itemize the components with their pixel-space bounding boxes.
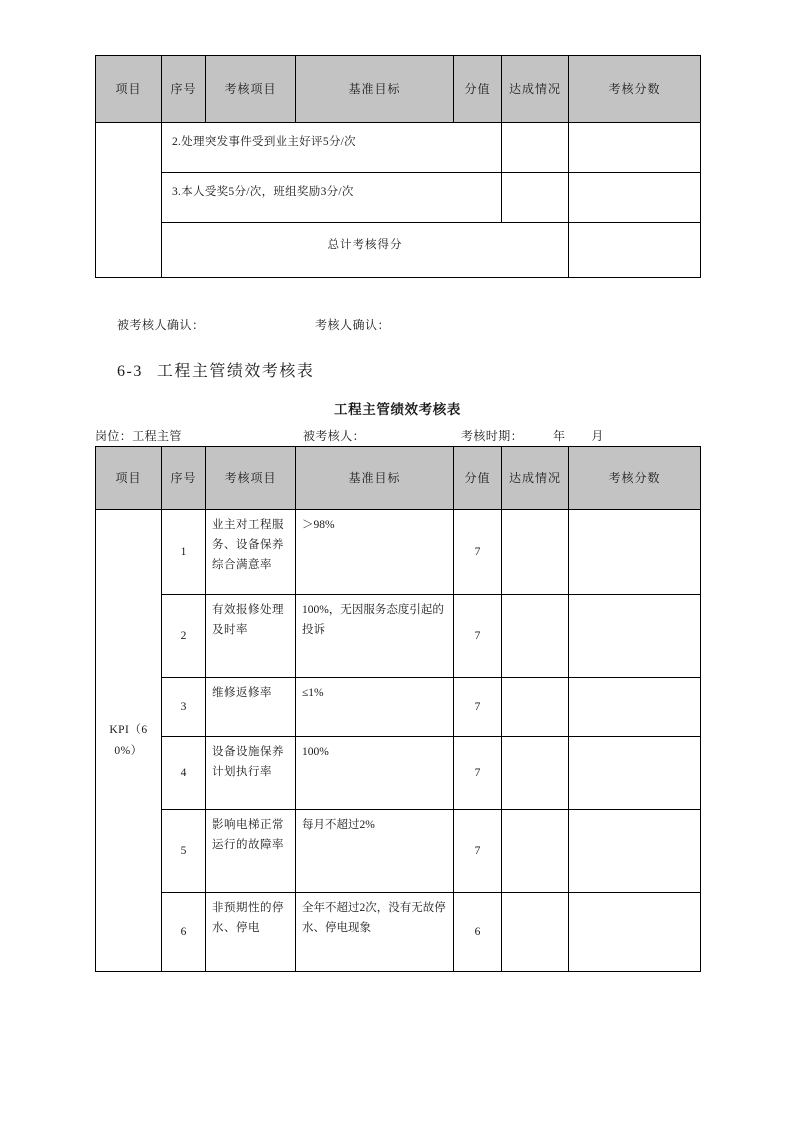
assessment-period-label: 考核时期： <box>461 429 524 443</box>
table-one-achievement-1[interactable] <box>502 123 569 173</box>
row-baseline-goal: 每月不超过2% <box>296 810 454 893</box>
row-sequence: 2 <box>162 595 206 678</box>
header-cell-point-value: 分值 <box>454 447 502 510</box>
row-point-value: 6 <box>454 893 502 972</box>
table-row <box>96 595 701 678</box>
row-assessment-item: 影响电梯正常运行的故障率 <box>206 810 296 893</box>
row-point-value: 7 <box>454 678 502 737</box>
row-baseline-goal: ＞98% <box>296 510 454 595</box>
table-one-achievement-2[interactable] <box>502 173 569 223</box>
row-assessment-item: 非预期性的停水、停电 <box>206 893 296 972</box>
table-one-total-row <box>96 223 701 278</box>
header-cell-achievement: 达成情况 <box>502 56 569 123</box>
row-achievement-input[interactable] <box>502 510 569 595</box>
row-point-value: 7 <box>454 510 502 595</box>
row-assessment-score-input[interactable] <box>569 510 701 595</box>
row-sequence: 6 <box>162 893 206 972</box>
table-row <box>96 737 701 810</box>
month-unit-label: 月 <box>591 429 604 443</box>
header-cell-baseline-goal: 基准目标 <box>296 56 454 123</box>
row-baseline-goal: 100% <box>296 737 454 810</box>
row-point-value: 7 <box>454 810 502 893</box>
year-unit-label: 年 <box>553 429 566 443</box>
table-row <box>96 678 701 737</box>
row-assessment-item: 设备设施保养计划执行率 <box>206 737 296 810</box>
table-row <box>96 510 701 595</box>
section-heading <box>117 358 314 381</box>
row-assessment-score-input[interactable] <box>569 595 701 678</box>
row-achievement-input[interactable] <box>502 737 569 810</box>
assessment-table-two <box>95 446 701 972</box>
assessment-table-two-container <box>95 446 701 972</box>
assessee-confirmation-label: 被考核人确认： <box>117 318 205 332</box>
row-baseline-goal: 100%，无因服务态度引起的投诉 <box>296 595 454 678</box>
assessee-name-label: 被考核人： <box>303 429 366 443</box>
table-one-project-merged-cell <box>96 123 162 278</box>
table-row <box>96 173 701 223</box>
table-row <box>96 810 701 893</box>
header-cell-project: 项目 <box>96 447 162 510</box>
row-baseline-goal: ≤1% <box>296 678 454 737</box>
table-row <box>96 893 701 972</box>
page-title: 工程主管绩效考核表 <box>334 402 461 417</box>
row-achievement-input[interactable] <box>502 893 569 972</box>
header-cell-sequence: 序号 <box>162 56 206 123</box>
row-achievement-input[interactable] <box>502 678 569 737</box>
header-cell-assessment-item: 考核项目 <box>206 447 296 510</box>
row-point-value: 7 <box>454 595 502 678</box>
row-sequence: 3 <box>162 678 206 737</box>
row-achievement-input[interactable] <box>502 810 569 893</box>
table-one-bullet-text-2: 3.本人受奖5分/次，班组奖励3分/次 <box>162 173 502 223</box>
assessor-confirmation-label: 考核人确认： <box>315 318 391 332</box>
row-assessment-score-input[interactable] <box>569 678 701 737</box>
section-number: 6-3 <box>117 363 143 380</box>
header-cell-assessment-score: 考核分数 <box>569 447 701 510</box>
row-assessment-item: 维修返修率 <box>206 678 296 737</box>
table-one-bullet-text-1: 2.处理突发事件受到业主好评5分/次 <box>162 123 502 173</box>
row-sequence: 1 <box>162 510 206 595</box>
table-one-total-value[interactable] <box>569 223 701 278</box>
row-assessment-score-input[interactable] <box>569 810 701 893</box>
table-one-score-2[interactable] <box>569 173 701 223</box>
row-baseline-goal: 全年不超过2次，没有无故停水、停电现象 <box>296 893 454 972</box>
meta-info-line <box>95 427 715 444</box>
header-cell-project: 项目 <box>96 56 162 123</box>
row-assessment-item: 有效报修处理及时率 <box>206 595 296 678</box>
header-cell-assessment-score: 考核分数 <box>569 56 701 123</box>
row-assessment-item: 业主对工程服务、设备保养综合满意率 <box>206 510 296 595</box>
header-cell-baseline-goal: 基准目标 <box>296 447 454 510</box>
row-achievement-input[interactable] <box>502 595 569 678</box>
table-row <box>96 123 701 173</box>
signature-line <box>117 316 717 333</box>
table-one-total-label: 总计考核得分 <box>162 223 569 278</box>
row-sequence: 5 <box>162 810 206 893</box>
row-sequence: 4 <box>162 737 206 810</box>
section-title: 工程主管绩效考核表 <box>156 363 315 380</box>
row-assessment-score-input[interactable] <box>569 737 701 810</box>
kpi-category-cell: KPI（60%） <box>96 510 162 972</box>
header-cell-achievement: 达成情况 <box>502 447 569 510</box>
assessment-table-one-container <box>95 55 701 278</box>
header-cell-sequence: 序号 <box>162 447 206 510</box>
row-assessment-score-input[interactable] <box>569 893 701 972</box>
table-one-header-row <box>96 56 701 123</box>
position-label: 岗位：工程主管 <box>95 429 182 443</box>
table-two-header-row <box>96 447 701 510</box>
header-cell-point-value: 分值 <box>454 56 502 123</box>
table-one-score-1[interactable] <box>569 123 701 173</box>
row-point-value: 7 <box>454 737 502 810</box>
assessment-table-one <box>95 55 701 278</box>
header-cell-assessment-item: 考核项目 <box>206 56 296 123</box>
